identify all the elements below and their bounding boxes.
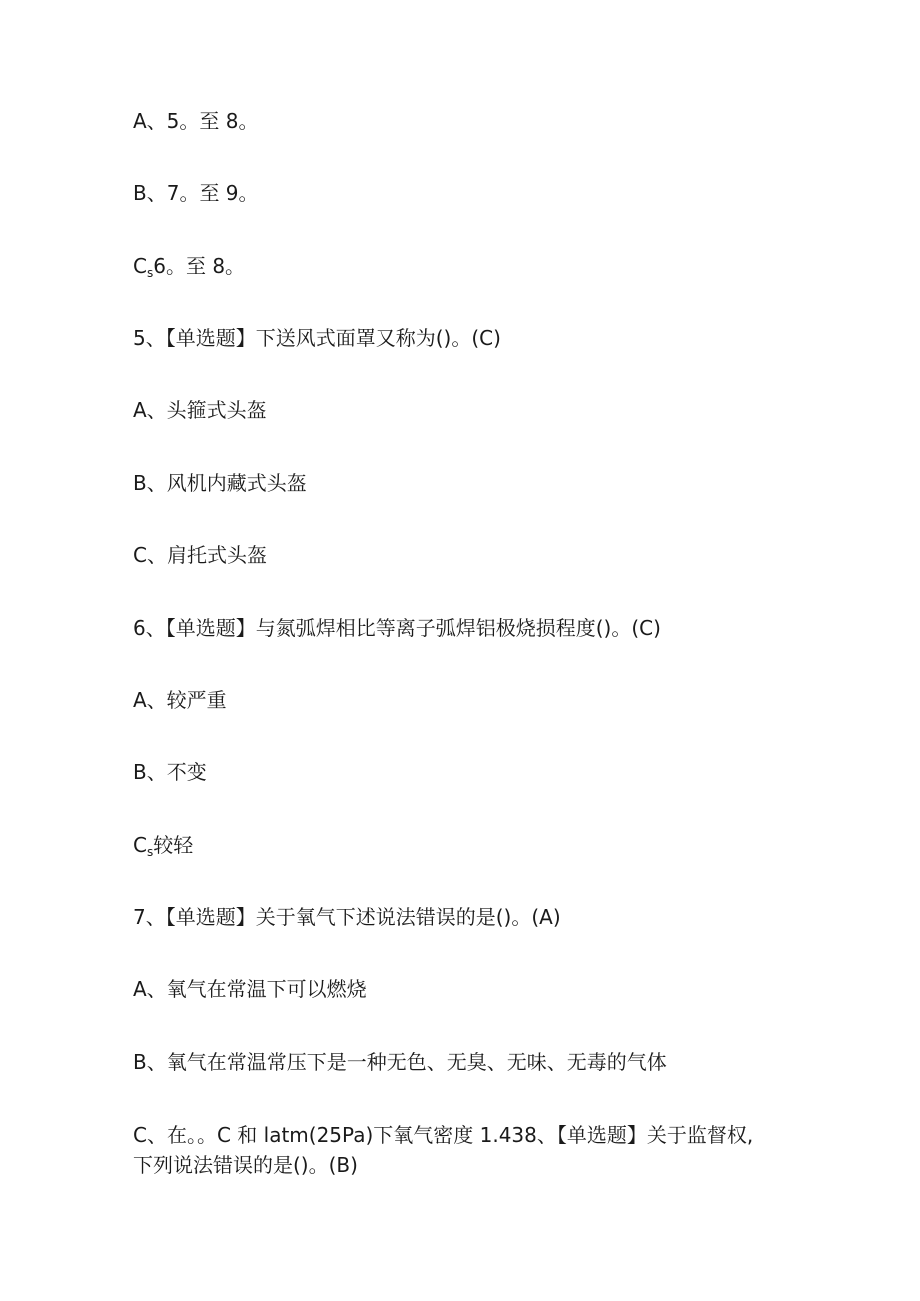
question-6: 6、【单选题】与氮弧焊相比等离子弧焊铝极烧损程度()。(C)	[133, 616, 661, 640]
option-a-line: A、头箍式头盔	[133, 398, 267, 422]
question-7: 7、【单选题】关于氧气下述说法错误的是()。(A)	[133, 905, 561, 929]
option-c-line	[133, 833, 193, 864]
option-c-line: C、肩托式头盔	[133, 543, 267, 567]
option-subscript: s	[146, 845, 154, 859]
option-a-line: A、较严重	[133, 688, 227, 712]
question-continuation: 下列说法错误的是()。(B)	[133, 1153, 358, 1177]
option-text: 较轻	[153, 833, 194, 857]
option-subscript: s	[146, 266, 154, 280]
option-letter: C	[133, 833, 147, 857]
option-b-line: B、氧气在常温常压下是一种无色、无臭、无味、无毒的气体	[133, 1050, 667, 1074]
question-5: 5、【单选题】下送风式面罩又称为()。(C)	[133, 326, 501, 350]
option-letter: C	[133, 254, 147, 278]
option-a-line: A、5。至 8。	[133, 109, 259, 133]
option-b-line: B、风机内藏式头盔	[133, 471, 307, 495]
option-a-line: A、氧气在常温下可以燃烧	[133, 977, 367, 1001]
option-text: 6。至 8。	[153, 254, 246, 278]
option-c-line	[133, 254, 245, 285]
option-b-line: B、不变	[133, 760, 207, 784]
option-c-line: C、在。。C 和 latm(25Pa)下氧气密度 1.438、【单选题】关于监督权,	[133, 1123, 754, 1147]
option-b-line: B、7。至 9。	[133, 181, 259, 205]
